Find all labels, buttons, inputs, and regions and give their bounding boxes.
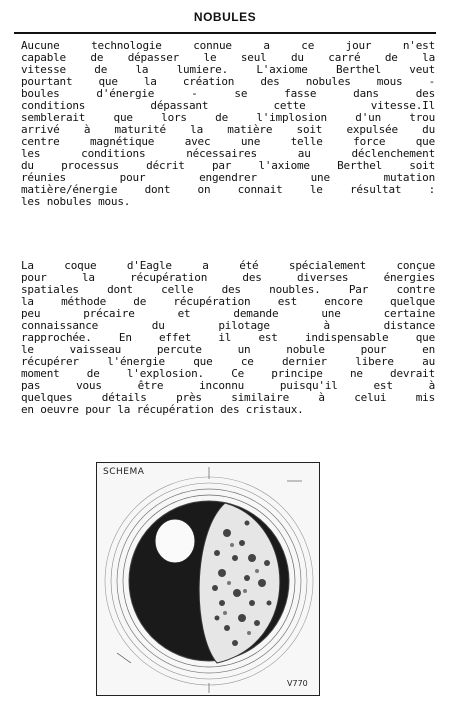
paragraph-line: centre magnétique avec une telle force que (21, 136, 435, 148)
page-title: NOBULES (193, 10, 257, 24)
paragraph-line: pas vous être inconnu puisqu'il est à (21, 380, 435, 392)
paragraph-line: peu précaire et demande une certaine (21, 308, 435, 320)
paragraph-line: Aucune technologie connue a ce jour n'est (21, 40, 435, 52)
page-header (14, 6, 436, 34)
paragraph-line: arrivé à maturité la matière soit expulsée du (21, 124, 435, 136)
paragraph-2 (21, 260, 435, 416)
paragraph-line: du processus décrit par l'axiome Berthel soit (21, 160, 435, 172)
paragraph-line: vitesse de la lumiere. L'axiome Berthel veut (21, 64, 435, 76)
nobule-schema-illustration (97, 463, 319, 695)
paragraph-line: boules d'énergie - se fasse dans des (21, 88, 435, 100)
figure-code: V770 (287, 679, 308, 688)
paragraph-line: semblerait que lors de l'implosion d'un trou (21, 112, 435, 124)
paragraph-line: La coque d'Eagle a été spécialement conçue (21, 260, 435, 272)
paragraph-line: moment de l'explosion. Ce principe ne devrait (21, 368, 435, 380)
paragraph-line: récupérer l'énergie que ce dernier libere au (21, 356, 435, 368)
paragraph-line: matière/énergie dont on connait le résultat : (21, 184, 435, 196)
paragraph-line: spatiales dont celle des noubles. Par contre (21, 284, 435, 296)
nobule-schema-figure (96, 462, 320, 696)
paragraph-line: en oeuvre pour la récupération des cristaux. (21, 404, 304, 416)
paragraph-line: le vaisseau percute un nobule pour en (21, 344, 435, 356)
paragraph-line: la méthode de récupération est encore quelque (21, 296, 435, 308)
paragraph-line: les nobules mous. (21, 196, 131, 208)
paragraph-line: capable de dépasser le seul du carré de la (21, 52, 435, 64)
paragraph-line: les conditions nécessaires au déclenchement (21, 148, 435, 160)
paragraph-1 (21, 40, 435, 208)
figure-label: SCHEMA (103, 467, 145, 477)
paragraph-line: réunies pour engendrer une mutation (21, 172, 435, 184)
paragraph-line: pour la récupération des diverses énergies (21, 272, 435, 284)
paragraph-line: rapprochée. En effet il est indispensable que (21, 332, 435, 344)
paragraph-line: pourtant que la création des nobules mous - (21, 76, 435, 88)
paragraph-line: conditions dépassant cette vitesse.Il (21, 100, 435, 112)
paragraph-line: connaissance du pilotage à distance (21, 320, 435, 332)
paragraph-line: quelques détails près similaire à celui mis (21, 392, 435, 404)
